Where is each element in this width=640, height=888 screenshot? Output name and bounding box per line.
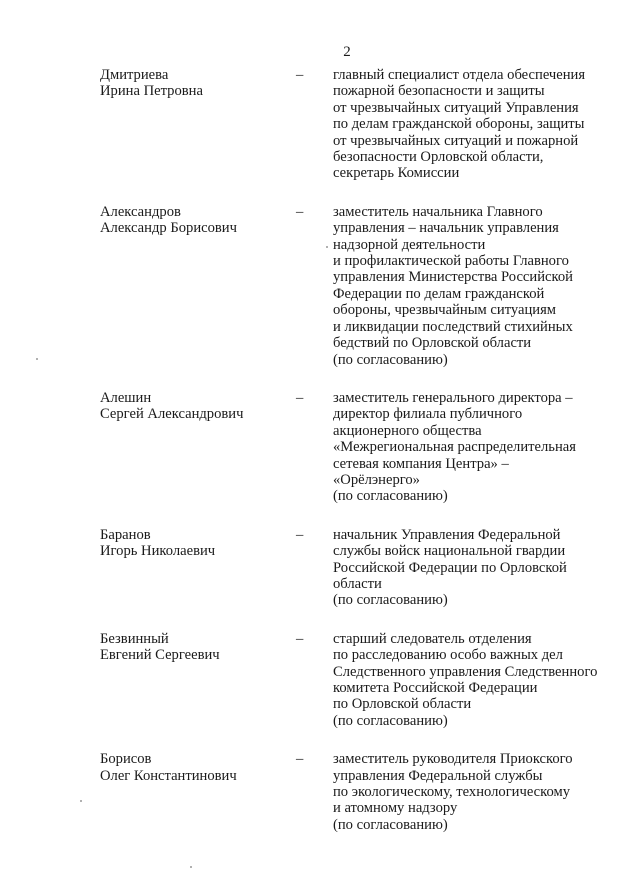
position-line: (по согласованию) [333, 488, 448, 505]
position-line: от чрезвычайных ситуаций Управления [333, 99, 579, 116]
position-line: (по согласованию) [333, 592, 448, 609]
member-entry [100, 390, 630, 505]
page-number: 2 [343, 44, 351, 60]
position-line: комитета Российской Федерации [333, 680, 538, 696]
member-entry [100, 527, 630, 609]
member-name [100, 204, 296, 237]
member-position [333, 204, 630, 368]
position-line: Российской Федерации по Орловской [333, 559, 567, 576]
position-line: бедствий по Орловской области [333, 335, 532, 352]
member-surname: Безвинный [100, 630, 169, 647]
position-line: обороны, чрезвычайным ситуациям [333, 302, 557, 319]
member-position [333, 751, 630, 833]
position-line: от чрезвычайных ситуаций и пожарной [333, 132, 579, 149]
member-given-names: Александр Борисович [100, 220, 237, 237]
member-surname: Алешин [100, 389, 152, 406]
member-given-names: Олег Константинович [100, 767, 237, 784]
position-line: пожарной безопасности и защиты [333, 83, 545, 100]
member-name [100, 751, 296, 784]
position-line: старший следователь отделения [333, 630, 532, 647]
member-name [100, 527, 296, 560]
member-name [100, 67, 296, 100]
position-line: (по согласованию) [333, 351, 448, 368]
scan-speck [36, 358, 38, 360]
position-line: по делам гражданской обороны, защиты [333, 116, 585, 133]
member-surname: Баранов [100, 526, 151, 543]
position-line: Следственного управления Следственного [333, 663, 598, 680]
position-line: и ликвидации последствий стихийных [333, 318, 573, 335]
member-surname: Александров [100, 203, 181, 220]
position-line: «Межрегиональная распределительная [333, 439, 576, 456]
position-line: по экологическому, технологическому [333, 784, 571, 801]
position-line: области [333, 575, 382, 592]
member-entry [100, 204, 630, 368]
position-line: безопасности Орловской области, [333, 149, 544, 166]
position-line: и атомному надзору [333, 800, 458, 817]
position-line: управления – начальник управления [333, 220, 559, 237]
member-surname: Дмитриева [100, 67, 169, 83]
dash-separator: – [296, 67, 304, 83]
position-line: главный специалист отдела обеспечения [333, 67, 586, 83]
position-line: директор филиала публичного [333, 406, 523, 423]
scan-speck [326, 246, 328, 248]
position-line: по Орловской области [333, 696, 472, 713]
position-line: акционерного общества [333, 422, 482, 439]
dash-separator: – [296, 751, 304, 768]
member-surname: Борисов [100, 751, 152, 768]
position-line: (по согласованию) [333, 712, 448, 729]
member-name [100, 631, 296, 664]
position-line: «Орёлэнерго» [333, 471, 420, 488]
member-position [333, 67, 630, 182]
position-line: управления Федеральной службы [333, 767, 543, 784]
dash-separator: – [296, 526, 304, 543]
commission-member-list [100, 67, 630, 855]
position-line: заместитель начальника Главного [333, 203, 543, 220]
position-line: управления Министерства Российской [333, 269, 573, 286]
position-line: (по согласованию) [333, 816, 448, 833]
member-position [333, 631, 630, 729]
member-entry [100, 631, 630, 729]
position-line: заместитель руководителя Приокского [333, 751, 573, 768]
position-line: и профилактической работы Главного [333, 253, 569, 270]
scan-speck [80, 800, 82, 802]
position-line: секретарь Комиссии [333, 165, 460, 182]
dash-separator: – [296, 630, 304, 647]
member-position [333, 390, 630, 505]
member-given-names: Сергей Александрович [100, 406, 244, 423]
member-given-names: Игорь Николаевич [100, 543, 216, 560]
position-line: надзорной деятельности [333, 236, 486, 253]
dash-separator: – [296, 389, 304, 406]
dash-separator: – [296, 203, 304, 220]
member-given-names: Евгений Сергеевич [100, 647, 220, 664]
member-position [333, 527, 630, 609]
scan-speck [190, 866, 192, 868]
position-line: по расследованию особо важных дел [333, 647, 563, 664]
member-name [100, 390, 296, 423]
member-entry [100, 751, 630, 833]
member-given-names: Ирина Петровна [100, 83, 203, 100]
member-entry [100, 67, 630, 182]
position-line: начальник Управления Федеральной [333, 526, 561, 543]
position-line: заместитель генерального директора – [333, 389, 573, 406]
position-line: сетевая компания Центра» – [333, 455, 509, 472]
position-line: службы войск национальной гвардии [333, 543, 566, 560]
position-line: Федерации по делам гражданской [333, 285, 545, 302]
